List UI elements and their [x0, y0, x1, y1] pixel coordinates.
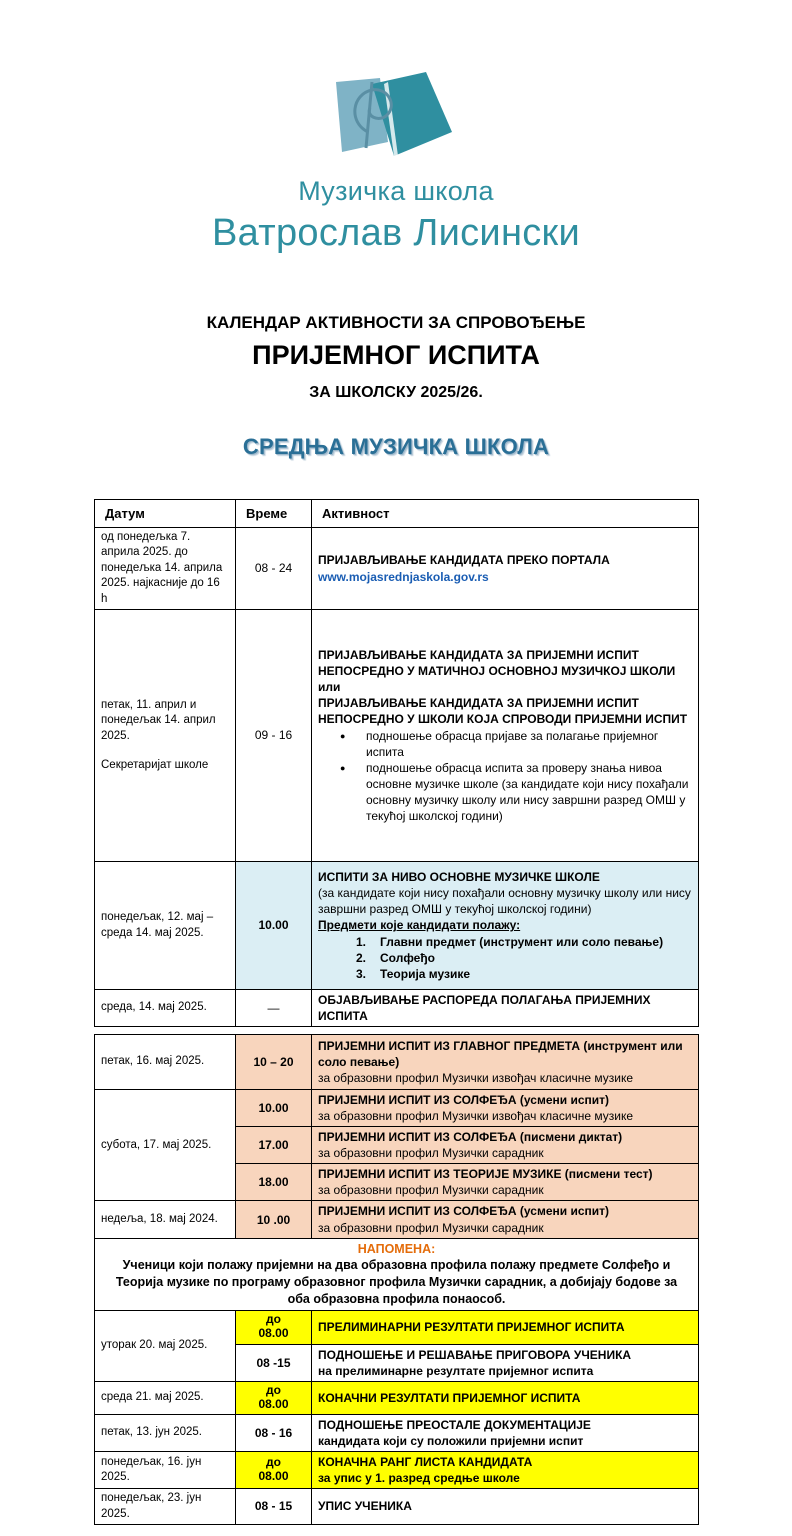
school-name-line2: Ватрослав Лисински: [212, 212, 580, 254]
table-row: [95, 1310, 699, 1344]
activity-sub: на прелиминарне резултате пријемног испита: [318, 1363, 594, 1378]
row-activity: ОБЈАВЉИВАЊЕ РАСПОРЕДА ПОЛАГАЊА ПРИЈЕМНИХ ИСПИТА: [312, 990, 699, 1027]
bullet-list: [340, 728, 692, 824]
document-title-line1: КАЛЕНДАР АКТИВНОСТИ ЗА СПРОВОЂЕЊЕ: [206, 313, 586, 332]
subjects-list: [356, 934, 692, 982]
row-time: 09 - 16: [236, 610, 312, 862]
note-row: [95, 1238, 699, 1310]
activity-sub: за образовни профил Музички извођач класичне музике: [318, 1071, 634, 1086]
row-activity: УПИС УЧЕНИКА: [312, 1489, 699, 1525]
row-time: до 08.00: [236, 1310, 312, 1344]
row-time: 10.00: [236, 1090, 312, 1127]
row-activity: [312, 1035, 699, 1090]
activity-sub: за образовни профил Музички сарадник: [318, 1220, 544, 1235]
row-date: субота, 17. мај 2025.: [95, 1090, 236, 1201]
activity-title: ПРИЈЕМНИ ИСПИТ ИЗ СОЛФЕЂА (усмени испит): [318, 1204, 610, 1219]
activity-title-b: ПРИЈАВЉИВАЊЕ КАНДИДАТА ЗА ПРИЈЕМНИ ИСПИТ НЕПОСРЕДНО У ШКОЛИ КОЈА СПРОВОДИ ПРИЈЕМНИ ИСПИТ: [318, 695, 688, 726]
activity-title: ПРИЈЕМНИ ИСПИТ ИЗ ТЕОРИЈЕ МУЗИКЕ (писмени тест): [318, 1167, 653, 1182]
table-row: [95, 1201, 699, 1238]
row-activity: [312, 862, 699, 990]
row-date: среда, 14. мај 2025.: [95, 990, 236, 1027]
header-date: Датум: [95, 500, 236, 528]
header-time: Време: [236, 500, 312, 528]
table-row: [95, 1381, 699, 1414]
activity-or: или: [318, 679, 341, 694]
row-activity: [312, 528, 699, 610]
activity-sub: за образовни профил Музички сарадник: [318, 1146, 544, 1161]
list-item: ● подношење обрасца пријаве за полагање пријемног испита: [340, 728, 692, 760]
list-item: 3. Теорија музике: [356, 966, 471, 981]
row-date: недеља, 18. мај 2024.: [95, 1201, 236, 1238]
row-time: —: [236, 990, 312, 1027]
row-date: од понедељка 7. априла 2025. до понедељка 14. априла 2025. најкасније до 16 h: [95, 528, 236, 610]
row-date: петак, 13. јун 2025.: [95, 1414, 236, 1451]
table-row: [95, 862, 699, 990]
activity-title: ПРИЈАВЉИВАЊЕ КАНДИДАТА ПРЕКО ПОРТАЛА: [318, 553, 610, 568]
table-row: [95, 1451, 699, 1488]
table-row: [95, 1414, 699, 1451]
activity-title: ИСПИТИ ЗА НИВО ОСНОВНЕ МУЗИЧКЕ ШКОЛЕ: [318, 870, 600, 885]
note-text: Ученици који полажу пријемни на два образовна профила полажу предмете Солфеђо и Теорија музике по програму образовног профила Музички сарадник, а добијају бодове за оба образовна профила понаособ.: [115, 1258, 678, 1306]
date-note: Секретаријат школе: [101, 758, 209, 771]
activity-title: ПРИЈЕМНИ ИСПИТ ИЗ ГЛАВНОГ ПРЕДМЕТА (инструмент или соло певање): [318, 1038, 683, 1069]
row-date: петак, 16. мај 2025.: [95, 1035, 236, 1090]
document-title-line2: ПРИЈЕМНОГ ИСПИТА: [252, 340, 540, 370]
note-cell: [95, 1238, 699, 1310]
table-row: [95, 1090, 699, 1127]
section-title: СРЕДЊА МУЗИЧКА ШКОЛА: [242, 434, 550, 459]
row-activity: [312, 1164, 699, 1201]
activity-title: ПОДНОШЕЊЕ И РЕШАВАЊЕ ПРИГОВОРА УЧЕНИКА: [318, 1347, 632, 1362]
table-row: [95, 610, 699, 862]
row-date: уторак 20. мај 2025.: [95, 1310, 236, 1381]
row-activity: КОНАЧНИ РЕЗУЛТАТИ ПРИЈЕМНОГ ИСПИТА: [312, 1381, 699, 1414]
row-activity: ПРЕЛИМИНАРНИ РЕЗУЛТАТИ ПРИЈЕМНОГ ИСПИТА: [312, 1310, 699, 1344]
header-activity: Активност: [312, 500, 699, 528]
row-activity: [312, 1344, 699, 1381]
activity-title: ПОДНОШЕЊЕ ПРЕОСТАЛЕ ДОКУМЕНТАЦИЈЕ: [318, 1417, 591, 1432]
row-time: 10 – 20: [236, 1035, 312, 1090]
portal-link[interactable]: www.mojasrednjaskola.gov.rs: [318, 569, 489, 584]
subjects-label: Предмети које кандидати полажу:: [318, 918, 521, 933]
activity-sub: за упис у 1. разред средње школе: [318, 1471, 520, 1486]
row-time: 08 - 16: [236, 1414, 312, 1451]
school-logo-icon: [328, 72, 458, 162]
schedule-table-1: [94, 499, 699, 1027]
table-row: [95, 1489, 699, 1525]
row-time: 08 -15: [236, 1344, 312, 1381]
row-time: 10.00: [236, 862, 312, 990]
table-row: [95, 1035, 699, 1090]
activity-title: КОНАЧНА РАНГ ЛИСТА КАНДИДАТА: [318, 1454, 533, 1469]
row-activity: [312, 1090, 699, 1127]
row-time: 17.00: [236, 1127, 312, 1164]
list-item: ● подношење обрасца испита за проверу знања нивоа основне музичке школе (за кандидате који нису похађали основну музичку школу или нису завршни разред ОМШ у текућој школској години): [340, 760, 692, 824]
row-time: 08 - 24: [236, 528, 312, 610]
row-time: до 08.00: [236, 1381, 312, 1414]
table-row: [95, 528, 699, 610]
note-heading: НАПОМЕНА:: [357, 1241, 436, 1256]
row-activity: [312, 1127, 699, 1164]
schedule-table-2: [94, 1034, 699, 1525]
row-activity: [312, 1451, 699, 1488]
activity-desc: (за кандидате који нису похађали основну музичку школу или нису завршни разред ОМШ у текућој школској години): [318, 886, 691, 917]
row-time: 08 - 15: [236, 1489, 312, 1525]
row-activity: [312, 1414, 699, 1451]
row-date: понедељак, 12. мај – среда 14. мај 2025.: [95, 862, 236, 990]
activity-sub: кандидата који су положили пријемни испит: [318, 1433, 584, 1448]
activity-title: ПРИЈЕМНИ ИСПИТ ИЗ СОЛФЕЂА (усмени испит): [318, 1093, 610, 1107]
row-activity: [312, 610, 699, 862]
activity-sub: за образовни профил Музички извођач класичне музике: [318, 1109, 634, 1124]
activity-title: ПРИЈЕМНИ ИСПИТ ИЗ СОЛФЕЂА (писмени диктат): [318, 1130, 623, 1145]
school-name-line1: Музичка школа: [298, 176, 494, 206]
date-text: петак, 11. април и понедељак 14. април 2025.: [101, 698, 216, 742]
row-time: 18.00: [236, 1164, 312, 1201]
row-date: [95, 610, 236, 862]
row-date: понедељак, 23. јун 2025.: [95, 1489, 236, 1525]
row-time: до 08.00: [236, 1451, 312, 1488]
row-time: 10 .00: [236, 1201, 312, 1238]
list-item: 1. Главни предмет (инструмент или соло певање): [356, 934, 664, 949]
activity-sub: за образовни профил Музички сарадник: [318, 1183, 544, 1198]
list-item: 2. Солфеђо: [356, 950, 435, 965]
row-date: среда 21. мај 2025.: [95, 1381, 236, 1414]
table-row: [95, 990, 699, 1027]
row-date: понедељак, 16. јун 2025.: [95, 1451, 236, 1488]
document-title-line3: ЗА ШКОЛСКУ 2025/26.: [309, 384, 483, 401]
row-activity: [312, 1201, 699, 1238]
activity-title-a: ПРИЈАВЉИВАЊЕ КАНДИДАТА ЗА ПРИЈЕМНИ ИСПИТ НЕПОСРЕДНО У МАТИЧНОЈ ОСНОВНОЈ МУЗИЧКОЈ ШКОЛИ: [318, 647, 676, 678]
